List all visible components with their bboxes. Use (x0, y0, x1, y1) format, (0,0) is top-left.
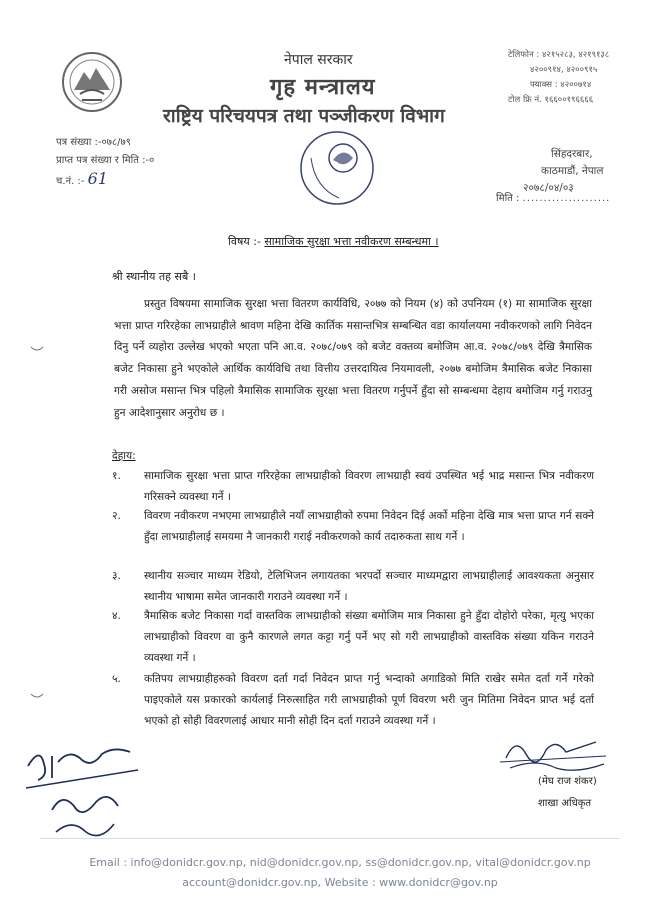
footer (60, 853, 620, 893)
letter-date: २०७८/०४/०३ (523, 182, 574, 194)
department-seal-icon (297, 128, 377, 208)
contact-fax: फ्याक्स : ४२००७१४ (530, 80, 592, 90)
signatory-name: (मेघ राज शंकर) (538, 776, 597, 787)
subject-label: विषय :- (228, 235, 261, 248)
footer-website: account@donidcr.gov.np, Website : www.donidcr@gov.np (182, 876, 498, 889)
officer-signature (486, 728, 616, 778)
contact-info (508, 48, 609, 108)
list-item-text: त्रैमासिक बजेट निकासा गर्दा वास्तविक लाभग्राहीको संख्या बमोजिम मात्र निकासा हुने हुँदा दोहोरो परेका, मृत्यु भएका लाभग्राहीको विवरण वा कुनै कारणले लगत कट्टा गर्नु पर्ने भए सो गरी लाभग्राहीको वास्तविक संख्या यकिन गराउने व्यवस्था गर्ने । (144, 610, 594, 664)
dehay-heading: देहाय: (112, 450, 136, 462)
margin-mark (30, 692, 44, 700)
department-name: राष्ट्रिय परिचयपत्र तथा पञ्जीकरण विभाग (163, 105, 445, 127)
chalani-handwritten: 61 (87, 169, 108, 188)
margin-mark (30, 345, 44, 353)
list-item-text: कतिपय लाभग्राहीहरुको विवरण दर्ता गर्दा निवेदन प्राप्त गर्नु भन्दाको अगाडिको मिति राखेर समेत दर्ता गर्ने गरेको पाइएकोले यस प्रकारको कार्यलाई निरुत्साहित गरी लाभग्राहीको पूर्ण विवरण भरी जुन मितिमा निवेदन प्राप्त भई दर्ता भएको हो सोही विवरणलाई आधार मानी सोही दिन दर्ता गराउने व्यवस्था गर्ने । (144, 673, 594, 727)
list-item-number: १. (112, 470, 121, 482)
list-item-text: विवरण नवीकरण नभएमा लाभग्राहीले नयाँ लाभग्राहीको रुपमा निवेदन दिई अर्को महिना देखि मात्र भत्ता प्राप्त गर्न सक्ने हुँदा लाभग्राहीलाई समयमा नै जानकारी गराई नवीकरणको कार्य तदारुकता साथ गर्ने । (144, 510, 594, 543)
nepal-emblem-icon (60, 50, 124, 114)
government-name: नेपाल सरकार (284, 52, 353, 68)
contact-phone-2: ४२००९१४, ४२००९१५ (530, 65, 598, 75)
subject-text: सामाजिक सुरक्षा भत्ता नवीकरण सम्बन्धमा । (264, 235, 439, 248)
list-item-number: ४. (112, 610, 121, 622)
patra-sankhya: पत्र संख्या :-०७८/७९ (56, 137, 131, 148)
miti-line: मिति : ..................... (496, 193, 611, 204)
handwritten-note (22, 736, 142, 846)
signatory-title: शाखा अधिकृत (538, 798, 592, 809)
body-paragraph: प्रस्तुत विषयमा सामाजिक सुरक्षा भत्ता वितरण कार्यविधि, २०७७ को नियम (४) को उपनियम (१) मा सामाजिक सुरक्षा भत्ता प्राप्त गरिरहेका लाभग्राहीले श्रावण महिना देखि कार्तिक मसान्तभित्र सम्बन्धित वडा कार्यालयमा नवीकरणको लागि निवेदन दिनु पर्ने व्यहोरा उल्लेख भएको भएता पनि आ.व. २०७८/०७९ को बजेट वक्तव्य बमोजिम आ.व. २०७८/०७९ देखि त्रैमासिक बजेट निकासा हुने भएकोले आर्थिक कार्यविधि तथा वित्तीय उत्तरदायित्व नियमावली, २०७७ बमोजिम त्रैमासिक बजेट निकासा गरी असोज मसान्त भित्र पहिलो त्रैमासिक सामाजिक सुरक्षा भत्ता वितरण गर्नुपर्ने हुँदा सो सम्बन्धमा देहाय बमोजिम गर्नु गराउनु हुन आदेशानुसार अनुरोध छ । (114, 298, 592, 419)
chalani-number: च.नं. :- 61 (56, 169, 108, 188)
prapta-patra: प्राप्त पत्र संख्या र मिति :-० (56, 155, 155, 166)
footer-divider (40, 838, 620, 839)
list-item-text: स्थानीय सञ्चार माध्यम रेडियो, टेलिभिजन लगायतका भरपर्दो सञ्चार माध्यमद्वारा लाभग्राहीलाई आवश्यकता अनुसार स्थानीय भाषामा समेत जानकारी गराउने व्यवस्था गर्ने । (144, 570, 594, 603)
contact-tollfree: टोल फ्रि नं. १६६००१९६६६६ (508, 95, 594, 105)
subject-line (228, 234, 439, 249)
address-line-1: सिंहदरबार, (551, 148, 593, 160)
list-item-text: सामाजिक सुरक्षा भत्ता प्राप्त गरिरहेका लाभग्राहीको विवरण लाभग्राही स्वयं उपस्थित भई भाद्र मसान्त भित्र नवीकरण गरिसक्ने व्यवस्था गर्ने । (144, 470, 594, 503)
list-item-number: ३. (112, 570, 121, 582)
address-line-2: काठमाडौं, नेपाल (541, 165, 604, 177)
addressee: श्री स्थानीय तह सबै । (112, 270, 196, 283)
ministry-name: गृह मन्त्रालय (270, 75, 376, 100)
footer-emails: Email : info@donidcr.gov.np, nid@donidcr.gov.np, ss@donidcr.gov.np, vital@donidcr.gov.np (89, 856, 591, 869)
list-item-number: २. (112, 510, 121, 522)
contact-phone: टेलिफोन : ४२१५२८३, ४२१९१३८ (508, 50, 610, 60)
list-item-number: ५. (112, 673, 121, 685)
reference-block (56, 134, 154, 191)
